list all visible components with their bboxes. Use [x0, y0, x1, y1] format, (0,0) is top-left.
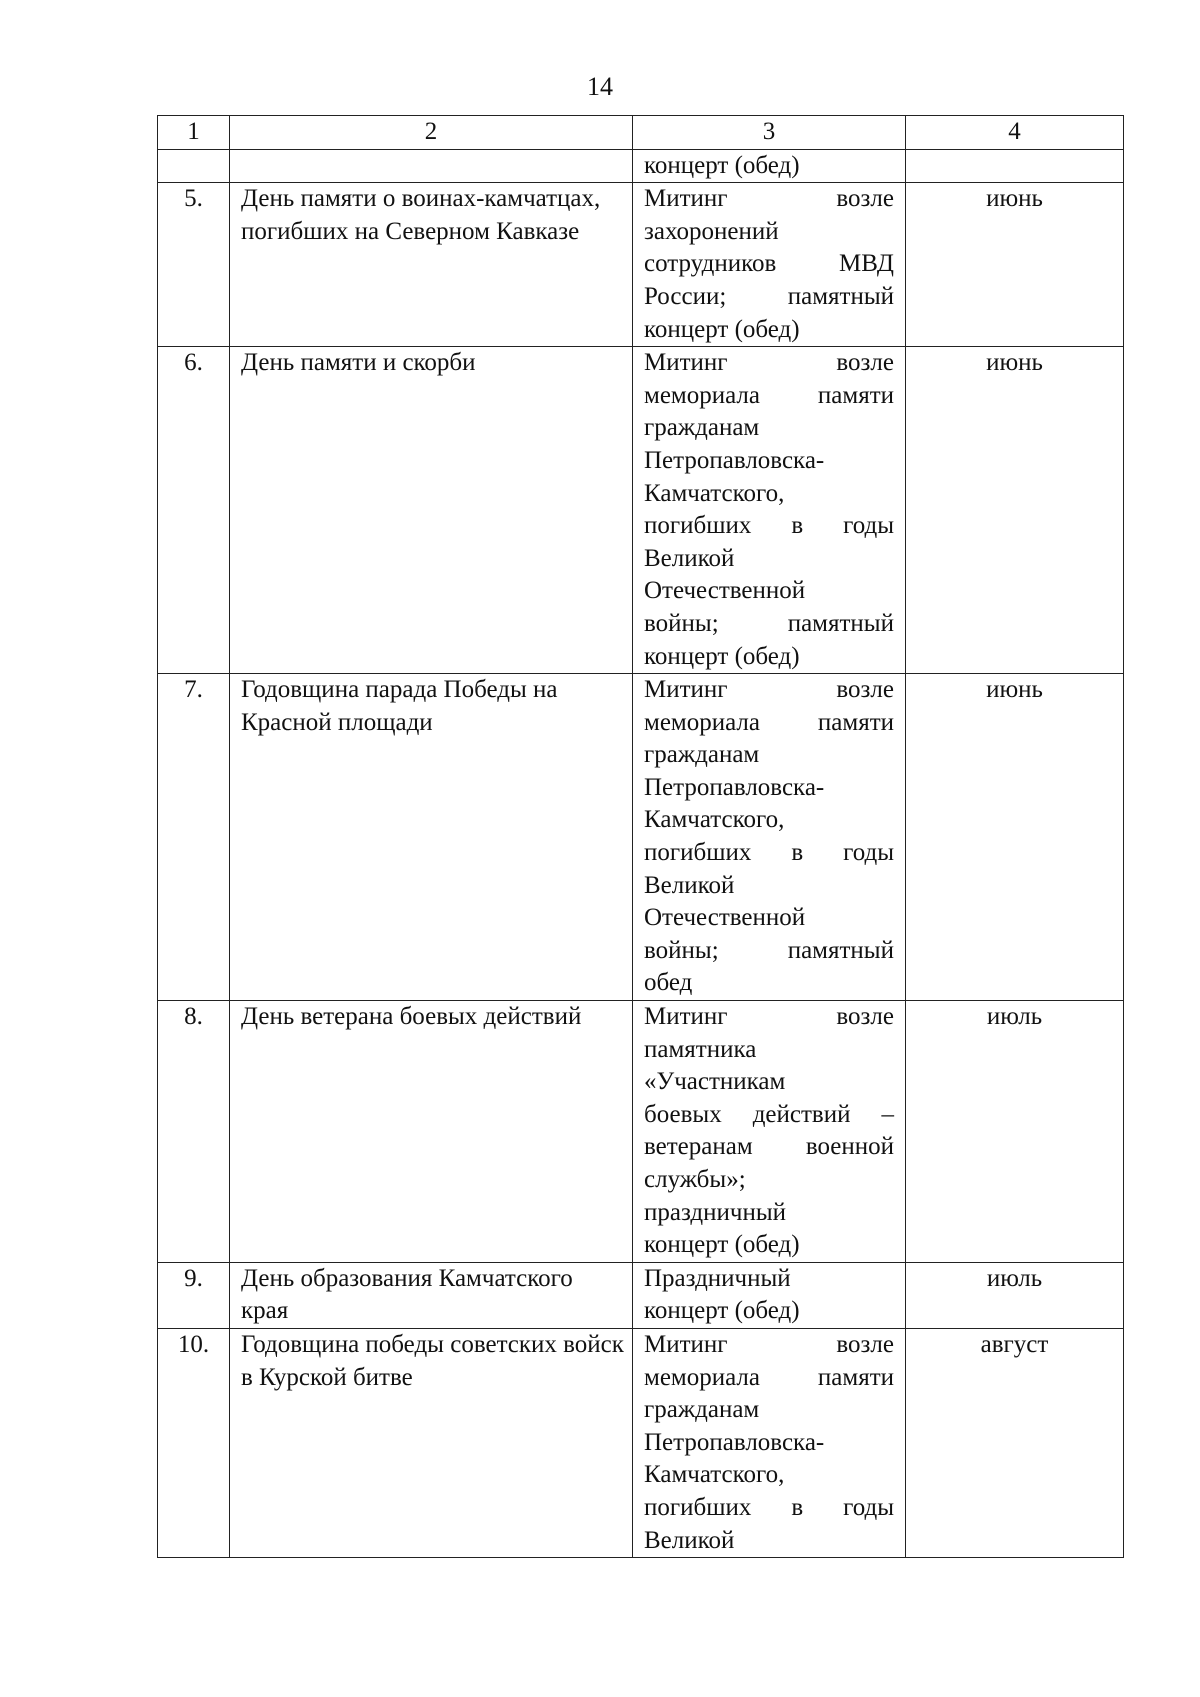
- event-form-line: Великой: [644, 544, 735, 572]
- event-form-line: концерт (обед): [644, 1297, 800, 1325]
- event-form-line: Камчатского,: [644, 479, 785, 507]
- event-form-line: Митинг возле: [644, 1003, 894, 1031]
- event-form-line: Камчатского,: [644, 806, 785, 834]
- event-form-line: боевых действий –: [644, 1100, 894, 1128]
- table-row: [158, 1001, 1124, 1263]
- event-form-line: гражданам: [644, 414, 760, 442]
- event-form-line: Петропавловска-: [644, 1428, 825, 1456]
- event-form: [633, 1328, 906, 1557]
- event-form-line: Отечественной: [644, 577, 806, 605]
- event-form: [633, 149, 906, 183]
- row-number: 9.: [158, 1262, 230, 1328]
- event-form-line: погибших в годы: [644, 839, 894, 867]
- event-form: [633, 183, 906, 347]
- event-form: [633, 1262, 906, 1328]
- event-form-line: мемориала памяти: [644, 1363, 894, 1391]
- event-month: август: [906, 1328, 1124, 1557]
- event-month: июнь: [906, 183, 1124, 347]
- row-number: 10.: [158, 1328, 230, 1557]
- event-month: июль: [906, 1001, 1124, 1263]
- table-row: [158, 347, 1124, 674]
- table-row: [158, 674, 1124, 1001]
- event-form-line: концерт (обед): [644, 315, 800, 343]
- event-form-line: гражданам: [644, 741, 760, 769]
- event-form-line: погибших в годы: [644, 1493, 894, 1521]
- event-form-line: концерт (обед): [644, 642, 800, 670]
- table-row: [158, 149, 1124, 183]
- event-form-line: Отечественной: [644, 904, 806, 932]
- events-table: [157, 115, 1124, 1558]
- event-form-line: Митинг возле: [644, 185, 894, 213]
- event-form-line: войны; памятный: [644, 609, 894, 637]
- event-form-line: Великой: [644, 1526, 735, 1554]
- event-month: [906, 149, 1124, 183]
- event-name: День памяти о воинах-камчатцах, погибших на Северном Кавказе: [230, 183, 633, 347]
- event-month: июнь: [906, 347, 1124, 674]
- event-name: [230, 149, 633, 183]
- event-form-line: Великой: [644, 871, 735, 899]
- column-header-2: 2: [230, 116, 633, 150]
- row-number: 5.: [158, 183, 230, 347]
- event-name: Годовщина парада Победы на Красной площади: [230, 674, 633, 1001]
- table-row: [158, 1328, 1124, 1557]
- column-header-4: 4: [906, 116, 1124, 150]
- event-form-line: концерт (обед): [644, 1231, 800, 1259]
- event-form: [633, 1001, 906, 1263]
- table-row: [158, 1262, 1124, 1328]
- event-form-line: сотрудников МВД: [644, 250, 894, 278]
- table-row: [158, 183, 1124, 347]
- event-form: [633, 347, 906, 674]
- event-form-line: Петропавловска-: [644, 773, 825, 801]
- event-month: июль: [906, 1262, 1124, 1328]
- page-number: 14: [587, 72, 613, 101]
- row-number: [158, 149, 230, 183]
- event-form-line: Камчатского,: [644, 1461, 785, 1489]
- event-name: День памяти и скорби: [230, 347, 633, 674]
- event-name: День образования Камчатского края: [230, 1262, 633, 1328]
- event-form-line: концерт (обед): [644, 151, 800, 179]
- event-form-line: мемориала памяти: [644, 708, 894, 736]
- event-form-line: гражданам: [644, 1396, 760, 1424]
- event-form-line: России; памятный: [644, 282, 894, 310]
- event-form-line: «Участникам: [644, 1068, 786, 1096]
- event-form-line: войны; памятный: [644, 936, 894, 964]
- row-number: 8.: [158, 1001, 230, 1263]
- event-form-line: погибших в годы: [644, 512, 894, 540]
- event-form-line: Митинг возле: [644, 1330, 894, 1358]
- event-form-line: Митинг возле: [644, 676, 894, 704]
- table-header-row: [158, 116, 1124, 150]
- event-month: июнь: [906, 674, 1124, 1001]
- event-form-line: Петропавловска-: [644, 446, 825, 474]
- event-form-line: Митинг возле: [644, 349, 894, 377]
- event-form-line: памятника: [644, 1035, 757, 1063]
- event-name: День ветерана боевых действий: [230, 1001, 633, 1263]
- row-number: 6.: [158, 347, 230, 674]
- event-name: Годовщина победы советских войск в Курской битве: [230, 1328, 633, 1557]
- event-form-line: захоронений: [644, 217, 779, 245]
- row-number: 7.: [158, 674, 230, 1001]
- event-form-line: обед: [644, 969, 693, 997]
- event-form-line: Праздничный: [644, 1264, 791, 1292]
- column-header-3: 3: [633, 116, 906, 150]
- column-header-1: 1: [158, 116, 230, 150]
- event-form-line: службы»;: [644, 1166, 746, 1193]
- event-form-line: ветеранам военной: [644, 1133, 894, 1161]
- event-form-line: праздничный: [644, 1198, 787, 1226]
- event-form-line: мемориала памяти: [644, 381, 894, 409]
- event-form: [633, 674, 906, 1001]
